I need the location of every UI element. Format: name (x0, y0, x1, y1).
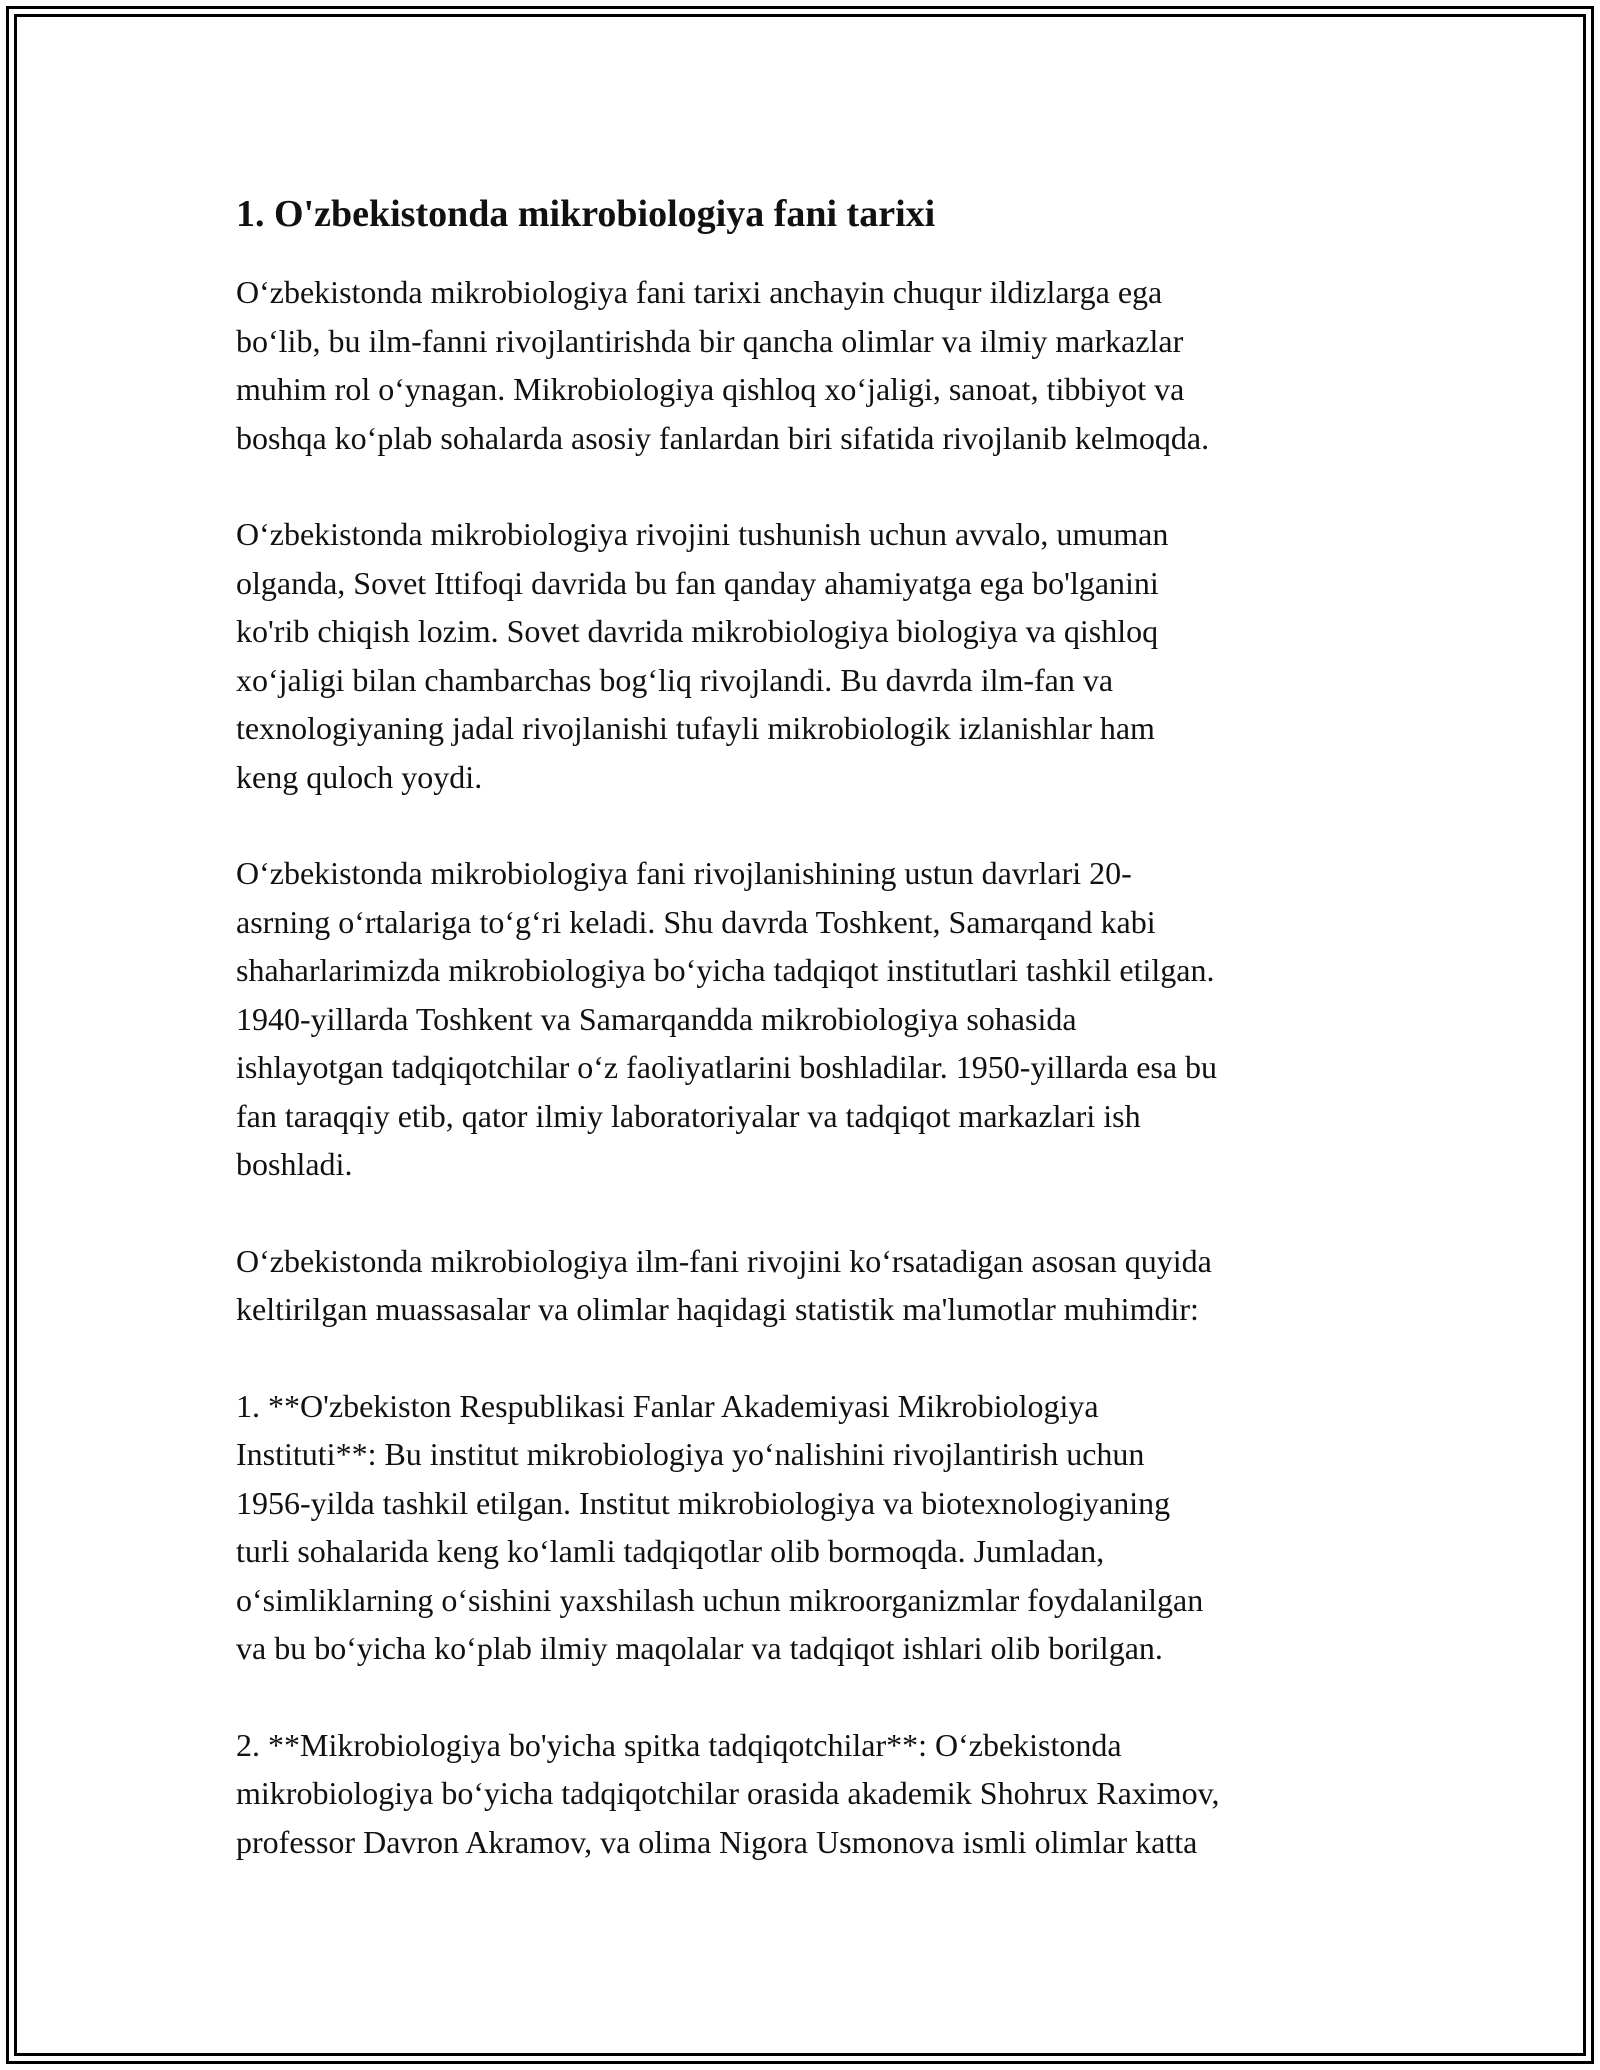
list-item-institute: 1. **O'zbekiston Respublikasi Fanlar Akademiyasi Mikrobiologiya Instituti**: Bu institut mikrobiologiya yo‘nalishini rivojlantirish uchun 1956-yilda tashkil etilgan. Institut mikrobiologiya va biotexnologiyaning turli sohalarida keng ko‘lamli tadqiqotlar olib bormoqda. Jumladan, o‘simliklarning o‘sishini yaxshilash uchun mikroorganizmlar foydalanilgan va bu bo‘yicha ko‘plab ilmiy maqolalar va tadqiqot ishlari olib borilgan. (236, 1387, 1204, 1666)
paragraph-soviet-era: O‘zbekistonda mikrobiologiya rivojini tushunish uchun avvalo, umuman olganda, Sovet Ittifoqi davrida bu fan qanday ahamiyatga ega bo'lganini ko'rib chiqish lozim. Sovet davrida mikrobiologiya biologiya va qishloq xo‘jaligi bilan chambarchas bog‘liq rivojlandi. Bu davrda ilm-fan va texnologiyaning jadal rivojlanishi tufayli mikrobiologik izlanishlar ham keng quloch yoydi. (236, 516, 1169, 795)
paragraph-mid-century: O‘zbekistonda mikrobiologiya fani rivojlanishining ustun davrlari 20- asrning o‘rtalariga to‘g‘ri keladi. Shu davrda Toshkent, Samarqand kabi shaharlarimizda mikrobiologiya bo‘yicha tadqiqot institutlari tashkil etilgan. 1940-yillarda Toshkent va Samarqandda mikrobiologiya sohasida ishlayotgan tadqiqotchilar o‘z faoliyatlarini boshladilar. 1950-yillarda esa bu fan taraqqiy etib, qator ilmiy laboratoriyalar va tadqiqot markazlari ish boshladi. (236, 855, 1218, 1182)
section-heading: 1. O'zbekistonda mikrobiologiya fani tarixi (236, 193, 936, 235)
paragraph-intro: O‘zbekistonda mikrobiologiya fani tarixi anchayin chuqur ildizlarga ega bo‘lib, bu ilm-fanni rivojlantirishda bir qancha olimlar va ilmiy markazlar muhim rol o‘ynagan. Mikrobiologiya qishloq xo‘jaligi, sanoat, tibbiyot va boshqa ko‘plab sohalarda asosiy fanlardan biri sifatida rivojlanib kelmoqda. (236, 274, 1210, 456)
paragraph-statistics-intro: O‘zbekistonda mikrobiologiya ilm-fani rivojini ko‘rsatadigan asosan quyida keltirilgan muassasalar va olimlar haqidagi statistik ma'lumotlar muhimdir: (236, 1242, 1212, 1327)
list-item-researchers: 2. **Mikrobiologiya bo'yicha spitka tadqiqotchilar**: O‘zbekistonda mikrobiologiya bo‘yicha tadqiqotchilar orasida akademik Shohrux Raximov, professor Davron Akramov, va olima Nigora Usmonova ismli olimlar katta (236, 1726, 1220, 1860)
document-body (236, 190, 1376, 1914)
